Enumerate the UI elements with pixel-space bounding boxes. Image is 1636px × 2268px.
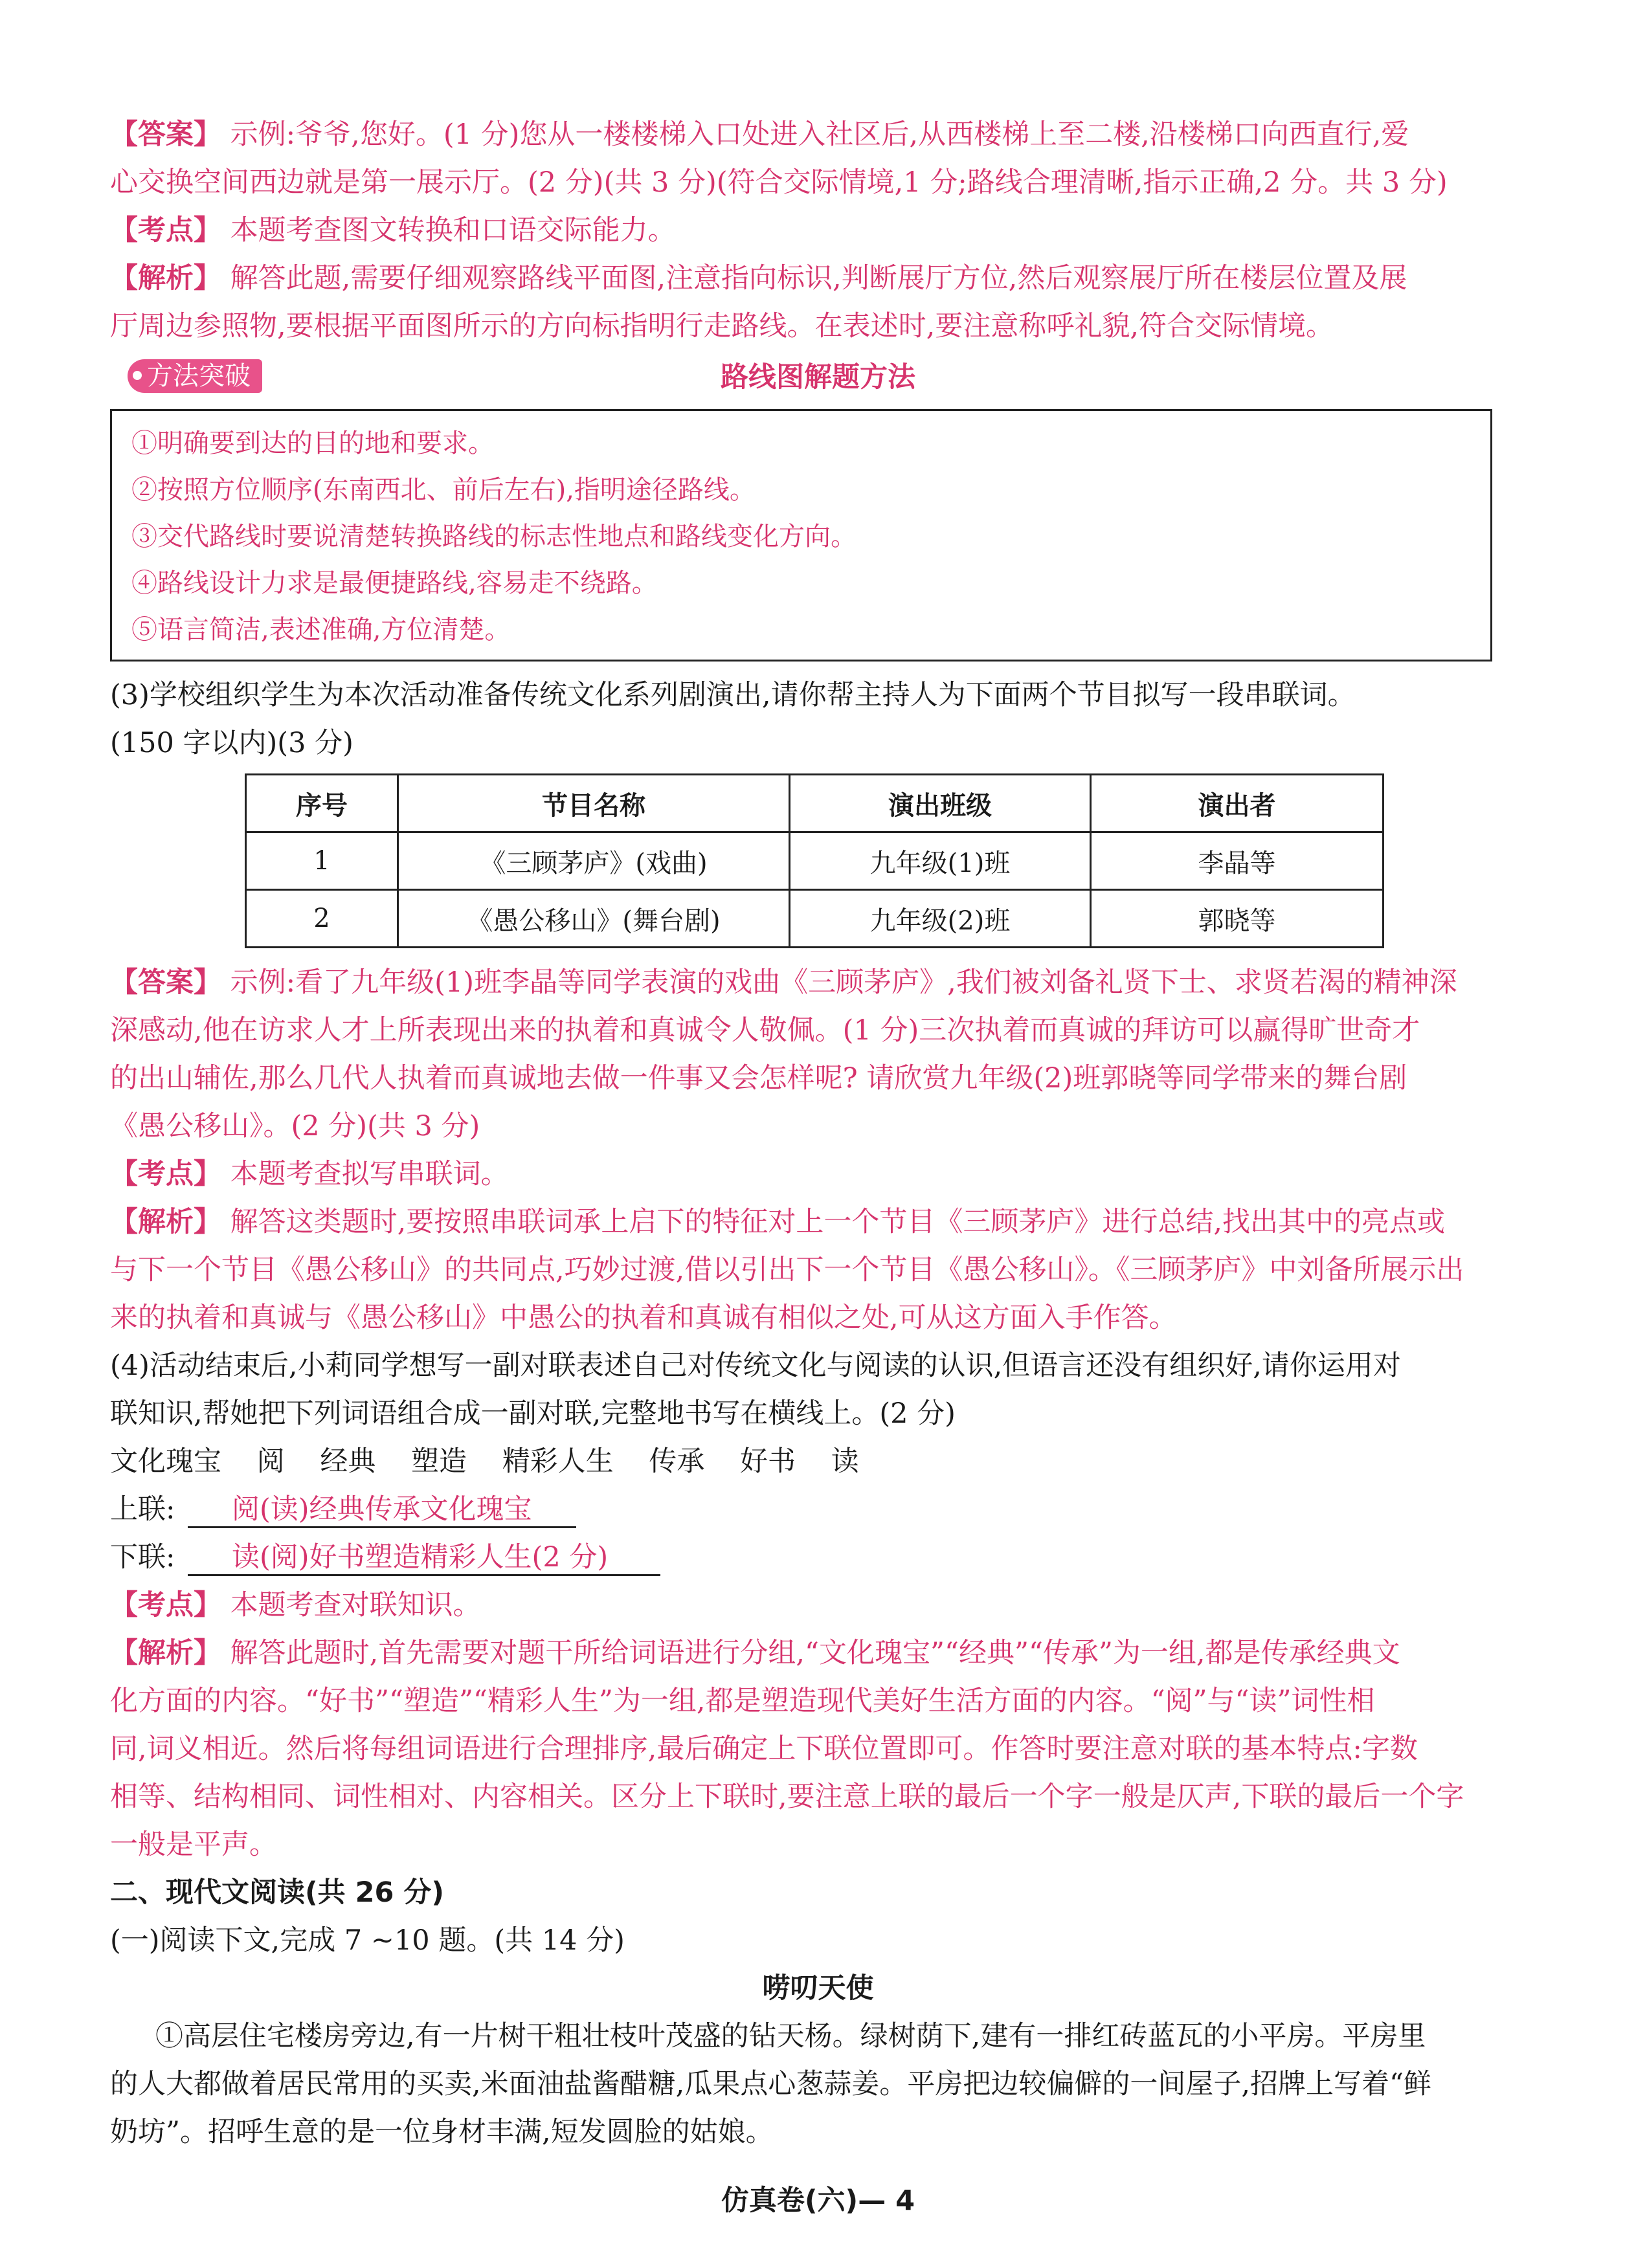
answer-text: 示例:爷爷,您好。(1 分)您从一楼楼梯入口处进入社区后,从西楼梯上至二楼,沿楼梯口向西直行,爱	[230, 118, 1409, 151]
table-cell: 《三顾茅庐》(戏曲)	[398, 832, 790, 890]
q3-answer-1	[110, 963, 1508, 1002]
jiexi-tag: 【解析】	[110, 262, 221, 295]
q4-jiexi-3: 同,词义相近。然后将每组词语进行合理排序,最后确定上下联位置即可。作答时要注意对联的基本特点:字数	[110, 1733, 1418, 1765]
method-item: ③交代路线时要说清楚转换路线的标志性地点和路线变化方向。	[131, 522, 857, 551]
q3-answer-3: 的出山辅佐,那么几代人执着而真诚地去做一件事又会怎样呢? 请欣赏九年级(2)班郭晓等同学带来的舞台剧	[110, 1062, 1407, 1095]
q4-stem-2: 联知识,帮她把下列词语组合成一副对联,完整地书写在横线上。(2 分)	[110, 1397, 956, 1430]
method-item: ①明确要到达的目的地和要求。	[131, 428, 494, 458]
q4-words: 文化瑰宝 阅 经典 塑造 精彩人生 传承 好书 读	[110, 1445, 859, 1478]
kaodian-line	[110, 211, 1508, 250]
xialian-label: 下联:	[110, 1541, 175, 1573]
jiexi-text: 解答这类题时,要按照串联词承上启下的特征对上一个节目《三顾茅庐》进行总结,找出其中的亮点或	[230, 1206, 1446, 1238]
answer-line-1	[110, 115, 1508, 154]
q4-jiexi-5: 一般是平声。	[110, 1829, 277, 1861]
shanglian-answer: 阅(读)经典传承文化瑰宝	[232, 1493, 532, 1526]
answer-tag: 【答案】	[110, 966, 221, 999]
table-header: 演出者	[1091, 775, 1384, 832]
q3-answer-2: 深感动,他在访求人才上所表现出来的执着和真诚令人敬佩。(1 分)三次执着而真诚的拜访可以赢得旷世奇才	[110, 1014, 1420, 1047]
q4-jiexi-2: 化方面的内容。“好书”“塑造”“精彩人生”为一组,都是塑造现代美好生活方面的内容。“阅”与“读”词性相	[110, 1685, 1375, 1717]
answer-line-2: 心交换空间西边就是第一展示厅。(2 分)(共 3 分)(符合交际情境,1 分;路线合理清晰,指示正确,2 分。共 3 分)	[110, 166, 1448, 199]
table-header: 序号	[246, 775, 398, 832]
page-footer: 仿真卷(六)— 4	[721, 2185, 915, 2217]
method-item: ②按照方位顺序(东南西北、前后左右),指明途径路线。	[131, 475, 756, 505]
paragraph-1-line-2: 的人大都做着居民常用的买卖,米面油盐酱醋糖,瓜果点心葱蒜姜。平房把边较偏僻的一间屋子,招牌上写着“鲜	[110, 2068, 1431, 2100]
section-sub: (一)阅读下文,完成 7 ~10 题。(共 14 分)	[110, 1924, 625, 1957]
q4-jiexi-4: 相等、结构相同、词性相对、内容相关。区分上下联时,要注意上联的最后一个字一般是仄声,下联的最后一个字	[110, 1781, 1464, 1813]
kaodian-tag: 【考点】	[110, 1158, 221, 1190]
q3-jiexi-3: 来的执着和真诚与《愚公移山》中愚公的执着和真诚有相似之处,可从这方面入手作答。	[110, 1302, 1177, 1334]
paragraph-1-line-1: ①高层住宅楼房旁边,有一片树干粗壮枝叶茂盛的钻天杨。绿树荫下,建有一排红砖蓝瓦的小平房。平房里	[155, 2020, 1426, 2052]
jiexi-line-1	[110, 259, 1508, 298]
q3-answer-4: 《愚公移山》。(2 分)(共 3 分)	[110, 1110, 480, 1142]
table-cell: 《愚公移山》(舞台剧)	[398, 890, 790, 948]
answer-text: 示例:看了九年级(1)班李晶等同学表演的戏曲《三顾茅庐》,我们被刘备礼贤下士、求贤若渴的精神深	[230, 966, 1457, 999]
table-cell: 九年级(2)班	[790, 890, 1091, 948]
jiexi-text: 解答此题,需要仔细观察路线平面图,注意指向标识,判断展厅方位,然后观察展厅所在楼层位置及展	[230, 262, 1407, 295]
q4-kaodian	[110, 1586, 1508, 1625]
method-title: 路线图解题方法	[721, 361, 915, 394]
method-box	[110, 409, 1492, 662]
kaodian-tag: 【考点】	[110, 214, 221, 247]
method-item: ⑤语言简洁,表述准确,方位清楚。	[131, 615, 511, 645]
table-row	[246, 890, 1384, 948]
kaodian-tag: 【考点】	[110, 1589, 221, 1621]
paragraph-1-line-3: 奶坊”。招呼生意的是一位身材丰满,短发圆脸的姑娘。	[110, 2116, 774, 2148]
q4-stem-1: (4)活动结束后,小莉同学想写一副对联表述自己对传统文化与阅读的认识,但语言还没有组织好,请你运用对	[110, 1350, 1401, 1382]
kaodian-text: 本题考查图文转换和口语交际能力。	[230, 214, 676, 247]
method-item: ④路线设计力求是最便捷路线,容易走不绕路。	[131, 568, 658, 598]
article-title: 唠叨天使	[762, 1972, 874, 2005]
jiexi-line-2: 厅周边参照物,要根据平面图所示的方向标指明行走路线。在表述时,要注意称呼礼貌,符合交际情境。	[110, 310, 1334, 342]
q3-kaodian	[110, 1155, 1508, 1194]
q3-jiexi-1	[110, 1203, 1508, 1241]
program-table	[245, 773, 1384, 948]
table-cell: 李晶等	[1091, 832, 1384, 890]
table-header: 节目名称	[398, 775, 790, 832]
jiexi-text: 解答此题时,首先需要对题干所给词语进行分组,“文化瑰宝”“经典”“传承”为一组,都是传承经典文	[230, 1637, 1400, 1669]
q3-stem-1: (3)学校组织学生为本次活动准备传统文化系列剧演出,请你帮主持人为下面两个节目拟写一段串联词。	[110, 679, 1356, 711]
table-cell: 1	[246, 832, 398, 890]
table-row	[246, 832, 1384, 890]
badge-label: 方法突破	[147, 361, 251, 391]
shanglian-label: 上联:	[110, 1493, 175, 1526]
answer-tag: 【答案】	[110, 118, 221, 151]
q3-jiexi-2: 与下一个节目《愚公移山》的共同点,巧妙过渡,借以引出下一个节目《愚公移山》。《三顾茅庐》中刘备所展示出	[110, 1254, 1464, 1286]
jiexi-tag: 【解析】	[110, 1637, 221, 1669]
q4-jiexi-1	[110, 1634, 1508, 1673]
table-header-row	[246, 775, 1384, 832]
kaodian-text: 本题考查对联知识。	[230, 1589, 481, 1621]
xialian-answer: 读(阅)好书塑造精彩人生(2 分)	[232, 1541, 609, 1573]
table-cell: 郭晓等	[1091, 890, 1384, 948]
q3-stem-2: (150 字以内)(3 分)	[110, 727, 353, 759]
table-cell: 九年级(1)班	[790, 832, 1091, 890]
jiexi-tag: 【解析】	[110, 1206, 221, 1238]
table-cell: 2	[246, 890, 398, 948]
kaodian-text: 本题考查拟写串联词。	[230, 1158, 509, 1190]
section-heading: 二、现代文阅读(共 26 分)	[110, 1876, 445, 1909]
table-header: 演出班级	[790, 775, 1091, 832]
